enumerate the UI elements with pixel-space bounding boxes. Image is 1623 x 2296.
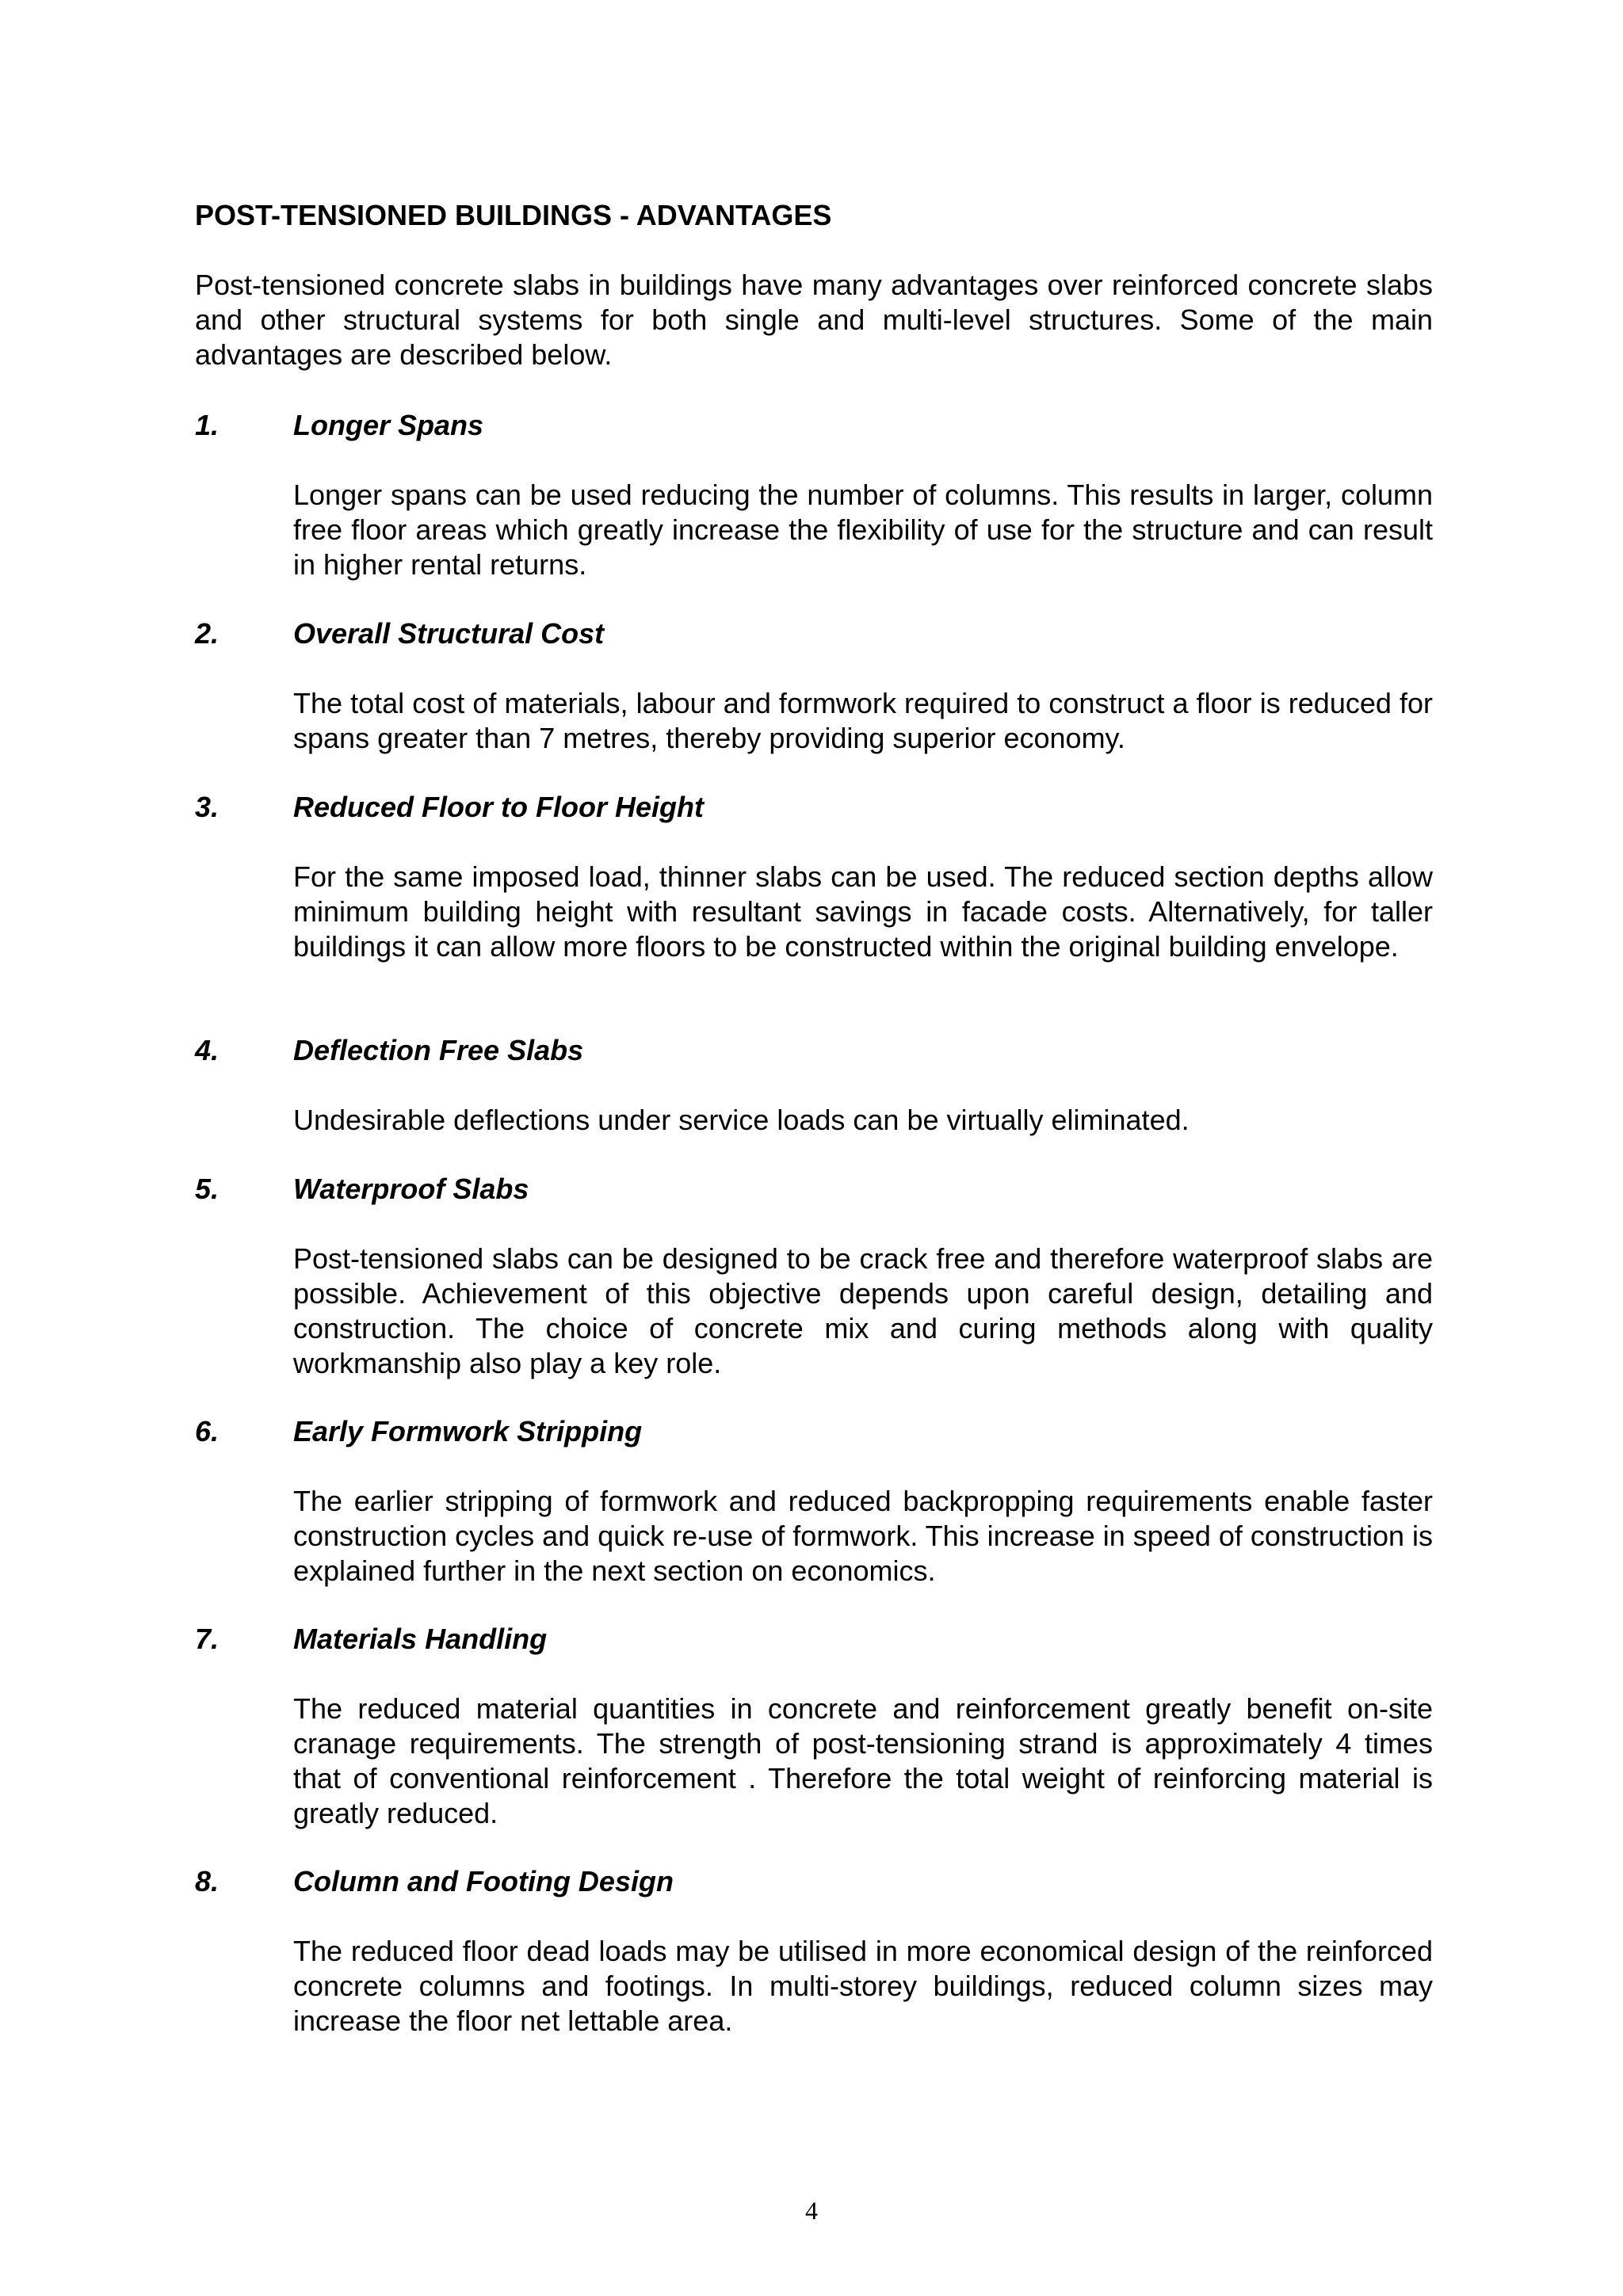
section-title: Reduced Floor to Floor Height: [293, 791, 704, 823]
intro-paragraph: Post-tensioned concrete slabs in buildings have many advantages over reinforced concrete slabs and other structural systems for both single and multi-level structures. Some of the main advantages are described below.: [195, 269, 1433, 371]
section-heading-longer-spans: [195, 408, 1431, 443]
section-number: 4.: [195, 1034, 220, 1066]
section-heading-overall-structural-cost: [195, 616, 1431, 651]
section-body-early-formwork-stripping: The earlier stripping of formwork and reduced backpropping requirements enable faster construction cycles and quick re-use of formwork. This increase in speed of construction is explained further in the next section on economics.: [293, 1485, 1433, 1587]
section-heading-early-formwork-stripping: [195, 1414, 1431, 1449]
section-title: Waterproof Slabs: [293, 1173, 529, 1205]
section-body-longer-spans: Longer spans can be used reducing the number of columns. This results in larger, column free floor areas which greatly increase the flexibility of use for the structure and can result in higher rental returns.: [293, 479, 1433, 581]
page-title: POST-TENSIONED BUILDINGS - ADVANTAGES: [195, 199, 832, 231]
section-title: Longer Spans: [293, 409, 484, 441]
section-title: Deflection Free Slabs: [293, 1034, 584, 1066]
page-number: 4: [805, 2196, 818, 2225]
section-body-overall-structural-cost: The total cost of materials, labour and formwork required to construct a floor is reduced for spans greater than 7 metres, thereby providing superior economy.: [293, 687, 1433, 754]
section-title: Column and Footing Design: [293, 1865, 674, 1897]
section-body-reduced-floor-height: For the same imposed load, thinner slabs can be used. The reduced section depths allow minimum building height with resultant savings in facade costs. Alternatively, for taller buildings it can allow more floors to be constructed within the original building envelope.: [293, 860, 1433, 963]
section-number: 3.: [195, 791, 220, 823]
section-body-waterproof-slabs: Post-tensioned slabs can be designed to be crack free and therefore waterproof slabs are possible. Achievement of this objective depends upon careful design, detailing and construction. The choice of concrete mix and curing methods along with quality workmanship also play a key role.: [293, 1242, 1433, 1379]
section-title: Early Formwork Stripping: [293, 1415, 643, 1447]
section-number: 2.: [195, 617, 220, 650]
section-number: 7.: [195, 1623, 220, 1655]
section-number: 1.: [195, 409, 220, 441]
section-body-materials-handling: The reduced material quantities in concrete and reinforcement greatly benefit on-site cranage requirements. The strength of post-tensioning strand is approximately 4 times that of conventional reinforcement . Therefore the total weight of reinforcing material is greatly reduced.: [293, 1692, 1433, 1829]
section-heading-column-footing-design: [195, 1864, 1431, 1899]
section-body-column-footing-design: The reduced floor dead loads may be utilised in more economical design of the reinforced concrete columns and footings. In multi-storey buildings, reduced column sizes may increase the floor net lettable area.: [293, 1935, 1433, 2037]
section-heading-reduced-floor-height: [195, 790, 1431, 825]
section-title: Overall Structural Cost: [293, 617, 605, 650]
section-title: Materials Handling: [293, 1623, 548, 1655]
section-number: 6.: [195, 1415, 220, 1447]
section-number: 5.: [195, 1173, 220, 1205]
section-heading-deflection-free-slabs: [195, 1033, 1431, 1068]
section-heading-materials-handling: [195, 1622, 1431, 1657]
section-body-deflection-free-slabs: Undesirable deflections under service loads can be virtually eliminated.: [293, 1104, 1190, 1136]
section-heading-waterproof-slabs: [195, 1172, 1431, 1207]
section-number: 8.: [195, 1865, 220, 1897]
